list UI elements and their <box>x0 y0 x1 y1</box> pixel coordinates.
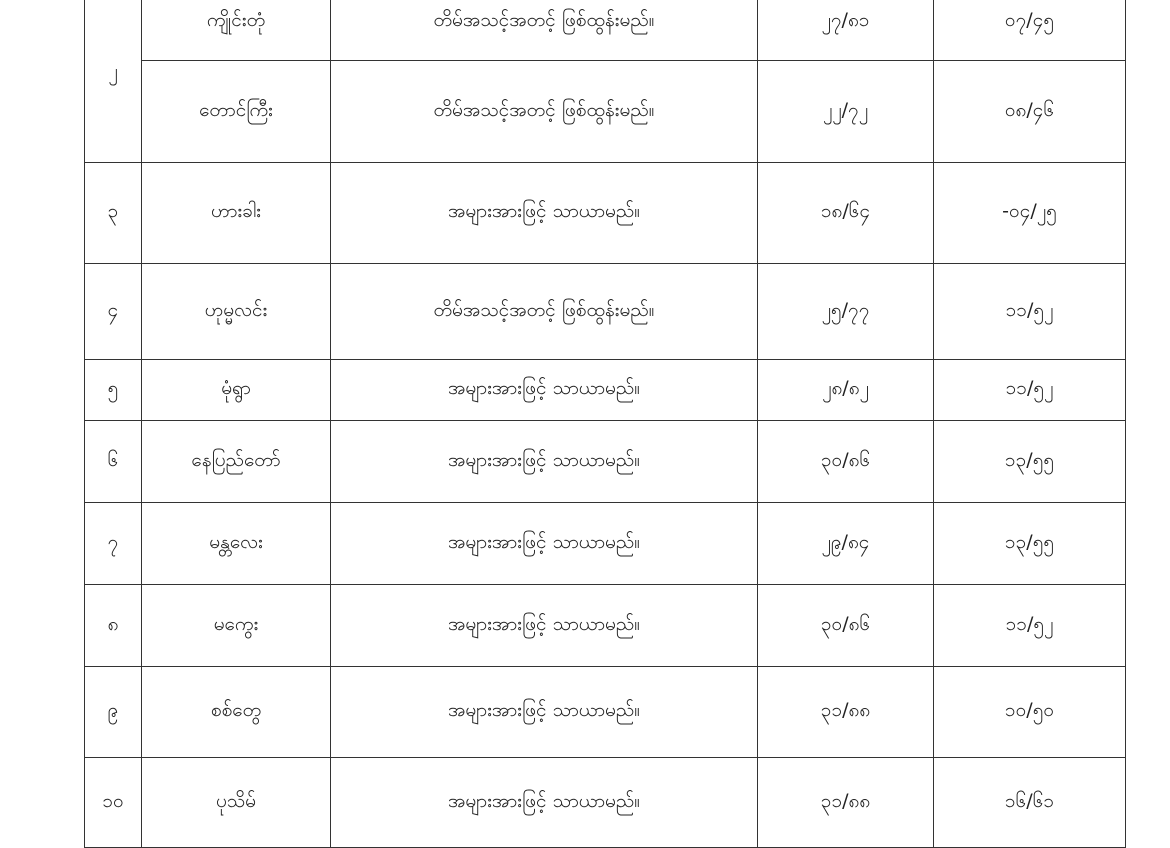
humidity-cell: ၃၁/၈၈ <box>758 758 934 848</box>
row-number-cell: ၅ <box>85 360 142 421</box>
condition-cell: အများအားဖြင့် သာယာမည်။ <box>331 163 758 264</box>
table-row <box>85 758 1126 848</box>
temperature-cell: ၁၆/၆၁ <box>934 758 1126 848</box>
city-cell: တောင်ကြီး <box>142 61 331 163</box>
temperature-cell: ၁၃/၅၅ <box>934 503 1126 585</box>
temperature-cell: ၀၈/၄၆ <box>934 61 1126 163</box>
weather-forecast-table <box>84 0 1126 848</box>
temperature-cell: ၀၇/၄၅ <box>934 0 1126 61</box>
temperature-cell: ၁၁/၅၂ <box>934 360 1126 421</box>
condition-cell: အများအားဖြင့် သာယာမည်။ <box>331 758 758 848</box>
city-cell: မုံရွာ <box>142 360 331 421</box>
table-row <box>85 163 1126 264</box>
row-number-cell: ၃ <box>85 163 142 264</box>
condition-cell: အများအားဖြင့် သာယာမည်။ <box>331 421 758 503</box>
temperature-cell: ၁၃/၅၅ <box>934 421 1126 503</box>
city-cell: ပုသိမ် <box>142 758 331 848</box>
city-cell: ဟားခါး <box>142 163 331 264</box>
row-number-cell: ၂ <box>85 0 142 163</box>
humidity-cell: ၂၅/၇၇ <box>758 264 934 360</box>
city-cell: ကျိုင်းတုံ <box>142 0 331 61</box>
city-cell: မကွေး <box>142 585 331 667</box>
humidity-cell: ၂၈/၈၂ <box>758 360 934 421</box>
condition-cell: အများအားဖြင့် သာယာမည်။ <box>331 503 758 585</box>
city-cell: နေပြည်တော် <box>142 421 331 503</box>
city-cell: စစ်တွေ <box>142 667 331 758</box>
humidity-cell: ၂၂/၇၂ <box>758 61 934 163</box>
condition-cell: တိမ်အသင့်အတင့် ဖြစ်ထွန်းမည်။ <box>331 61 758 163</box>
table-row <box>85 264 1126 360</box>
temperature-cell: ၁၁/၅၂ <box>934 585 1126 667</box>
table-row <box>85 667 1126 758</box>
row-number-cell: ၆ <box>85 421 142 503</box>
condition-cell: အများအားဖြင့် သာယာမည်။ <box>331 667 758 758</box>
row-number-cell: ၇ <box>85 503 142 585</box>
row-number-cell: ၈ <box>85 585 142 667</box>
table-row <box>85 61 1126 163</box>
humidity-cell: ၂၉/၈၄ <box>758 503 934 585</box>
row-number-cell: ၉ <box>85 667 142 758</box>
temperature-cell: ၁၁/၅၂ <box>934 264 1126 360</box>
city-cell: မန္တလေး <box>142 503 331 585</box>
temperature-cell: -၀၄/၂၅ <box>934 163 1126 264</box>
table-row <box>85 0 1126 61</box>
condition-cell: အများအားဖြင့် သာယာမည်။ <box>331 585 758 667</box>
humidity-cell: ၃၁/၈၈ <box>758 667 934 758</box>
row-number-cell: ၁၀ <box>85 758 142 848</box>
city-cell: ဟုမ္မလင်း <box>142 264 331 360</box>
condition-cell: တိမ်အသင့်အတင့် ဖြစ်ထွန်းမည်။ <box>331 264 758 360</box>
table-row <box>85 360 1126 421</box>
humidity-cell: ၂၇/၈၁ <box>758 0 934 61</box>
table-row <box>85 585 1126 667</box>
humidity-cell: ၃၀/၈၆ <box>758 421 934 503</box>
humidity-cell: ၃၀/၈၆ <box>758 585 934 667</box>
condition-cell: အများအားဖြင့် သာယာမည်။ <box>331 360 758 421</box>
table-row <box>85 503 1126 585</box>
table-row <box>85 421 1126 503</box>
row-number-cell: ၄ <box>85 264 142 360</box>
temperature-cell: ၁၀/၅၀ <box>934 667 1126 758</box>
condition-cell: တိမ်အသင့်အတင့် ဖြစ်ထွန်းမည်။ <box>331 0 758 61</box>
humidity-cell: ၁၈/၆၄ <box>758 163 934 264</box>
